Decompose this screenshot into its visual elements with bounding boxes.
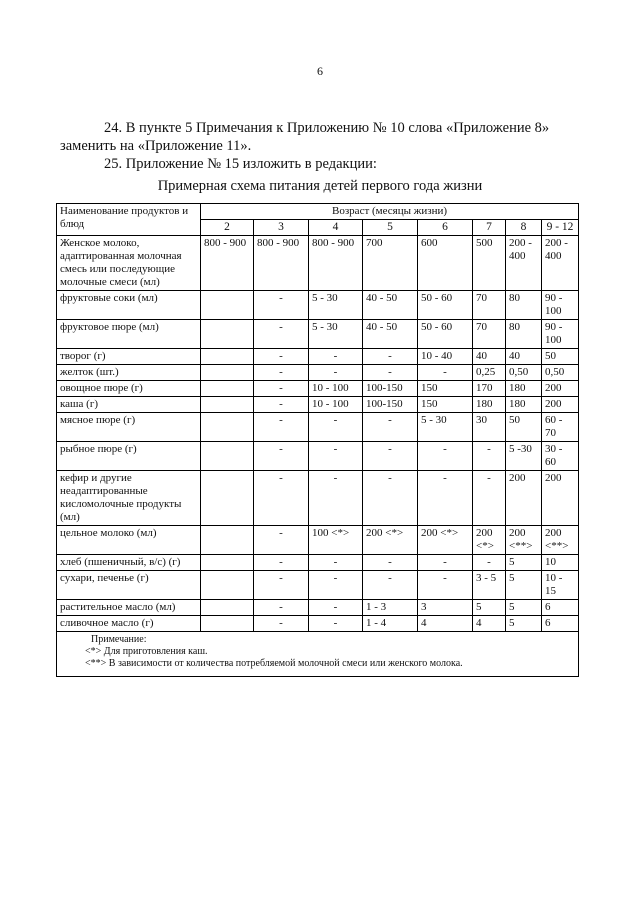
value-cell: 800 - 900	[254, 236, 309, 291]
value-cell: 150	[418, 397, 473, 413]
paragraph-24-line1: 24. В пункте 5 Примечания к Приложению № 10 слова «Приложение 8»	[104, 120, 550, 136]
value-cell: 1 - 4	[363, 616, 418, 632]
value-cell: 5 - 30	[309, 291, 363, 320]
value-cell: 30 - 60	[542, 442, 579, 471]
value-cell: -	[309, 365, 363, 381]
table-row	[57, 397, 579, 413]
feeding-schedule-table	[56, 203, 579, 677]
table-row	[57, 320, 579, 349]
value-cell: 5	[506, 571, 542, 600]
value-cell: 40 - 50	[363, 291, 418, 320]
value-cell: 70	[473, 291, 506, 320]
note-2: <**> В зависимости от количества потребляемой молочной смеси или женского молока.	[85, 658, 463, 669]
value-cell: 80	[506, 291, 542, 320]
value-cell: 800 - 900	[309, 236, 363, 291]
value-cell: -	[309, 471, 363, 526]
value-cell: 1 - 3	[363, 600, 418, 616]
value-cell	[201, 571, 254, 600]
table-row	[57, 555, 579, 571]
age-header-5: 6	[418, 220, 473, 236]
table-row	[57, 526, 579, 555]
value-cell: 180	[506, 381, 542, 397]
value-cell: 200	[542, 471, 579, 526]
value-cell	[201, 471, 254, 526]
value-cell: 200	[506, 471, 542, 526]
value-cell: 40	[506, 349, 542, 365]
table-row	[57, 349, 579, 365]
value-cell: 100-150	[363, 397, 418, 413]
value-cell: 3	[418, 600, 473, 616]
value-cell: -	[473, 471, 506, 526]
value-cell: 60 - 70	[542, 413, 579, 442]
value-cell: -	[254, 442, 309, 471]
page-number: 6	[317, 64, 323, 78]
product-name-cell: желток (шт.)	[57, 365, 201, 381]
value-cell	[201, 616, 254, 632]
value-cell: -	[363, 365, 418, 381]
value-cell	[201, 291, 254, 320]
value-cell: 600	[418, 236, 473, 291]
table-row	[57, 442, 579, 471]
header-age: Возраст (месяцы жизни)	[201, 204, 579, 220]
value-cell: 90 - 100	[542, 320, 579, 349]
value-cell: -	[254, 320, 309, 349]
value-cell: 200 <*>	[363, 526, 418, 555]
table-row	[57, 291, 579, 320]
value-cell: -	[363, 413, 418, 442]
value-cell: -	[309, 349, 363, 365]
value-cell: -	[254, 571, 309, 600]
value-cell: -	[254, 616, 309, 632]
value-cell: -	[254, 291, 309, 320]
value-cell: 100-150	[363, 381, 418, 397]
value-cell	[201, 397, 254, 413]
value-cell: 10 - 40	[418, 349, 473, 365]
value-cell: -	[363, 349, 418, 365]
product-name-cell: кефир и другие неадаптированные кисломолочные продукты (мл)	[57, 471, 201, 526]
value-cell: 5	[473, 600, 506, 616]
product-name-cell: сливочное масло (г)	[57, 616, 201, 632]
value-cell: -	[254, 600, 309, 616]
product-name-cell: каша (г)	[57, 397, 201, 413]
value-cell: -	[363, 555, 418, 571]
age-header-6: 7	[473, 220, 506, 236]
value-cell: -	[254, 471, 309, 526]
value-cell	[201, 320, 254, 349]
table-row	[57, 616, 579, 632]
value-cell: -	[418, 571, 473, 600]
value-cell: 10 - 15	[542, 571, 579, 600]
age-header-1: 2	[201, 220, 254, 236]
value-cell: 5	[506, 600, 542, 616]
value-cell: 5 -30	[506, 442, 542, 471]
value-cell: 5	[506, 555, 542, 571]
value-cell: -	[254, 365, 309, 381]
product-name-cell: мясное пюре (г)	[57, 413, 201, 442]
value-cell: 200 <*>	[473, 526, 506, 555]
table-body	[57, 236, 579, 632]
value-cell	[201, 442, 254, 471]
value-cell: -	[473, 555, 506, 571]
product-name-cell: овощное пюре (г)	[57, 381, 201, 397]
value-cell	[201, 365, 254, 381]
value-cell: 150	[418, 381, 473, 397]
product-name-cell: фруктовые соки (мл)	[57, 291, 201, 320]
age-header-8: 9 - 12	[542, 220, 579, 236]
value-cell: -	[254, 413, 309, 442]
value-cell: 80	[506, 320, 542, 349]
value-cell: -	[309, 616, 363, 632]
table-row	[57, 381, 579, 397]
table-row	[57, 600, 579, 616]
value-cell: 4	[418, 616, 473, 632]
value-cell: -	[309, 442, 363, 471]
value-cell: -	[418, 471, 473, 526]
value-cell: -	[418, 555, 473, 571]
value-cell	[201, 413, 254, 442]
value-cell: 5	[506, 616, 542, 632]
notes-title: Примечание:	[91, 634, 147, 645]
value-cell	[201, 526, 254, 555]
value-cell: 200	[542, 381, 579, 397]
value-cell: -	[254, 555, 309, 571]
table-row	[57, 471, 579, 526]
product-name-cell: Женское молоко, адаптированная молочная смесь или последующие молочные смеси (мл)	[57, 236, 201, 291]
value-cell: 500	[473, 236, 506, 291]
paragraph-24-line2: заменить на «Приложение 11».	[60, 138, 252, 154]
age-header-2: 3	[254, 220, 309, 236]
value-cell: 5 - 30	[309, 320, 363, 349]
value-cell: 200 <**>	[506, 526, 542, 555]
age-header-4: 5	[363, 220, 418, 236]
paragraph-25: 25. Приложение № 15 изложить в редакции:	[104, 156, 377, 172]
value-cell: 100 <*>	[309, 526, 363, 555]
age-header-7: 8	[506, 220, 542, 236]
value-cell: 200 - 400	[542, 236, 579, 291]
value-cell: 0,50	[506, 365, 542, 381]
value-cell: -	[254, 526, 309, 555]
value-cell: -	[363, 471, 418, 526]
product-name-cell: растительное масло (мл)	[57, 600, 201, 616]
value-cell: 10 - 100	[309, 381, 363, 397]
value-cell: 0,50	[542, 365, 579, 381]
value-cell: 200 <**>	[542, 526, 579, 555]
value-cell	[201, 600, 254, 616]
value-cell	[201, 349, 254, 365]
value-cell: -	[309, 600, 363, 616]
value-cell: 180	[473, 397, 506, 413]
product-name-cell: цельное молоко (мл)	[57, 526, 201, 555]
value-cell	[201, 381, 254, 397]
value-cell: 10 - 100	[309, 397, 363, 413]
value-cell: 50	[542, 349, 579, 365]
value-cell: 200	[542, 397, 579, 413]
value-cell: -	[363, 442, 418, 471]
age-header-3: 4	[309, 220, 363, 236]
value-cell: 200 - 400	[506, 236, 542, 291]
value-cell: 6	[542, 600, 579, 616]
value-cell: 50	[506, 413, 542, 442]
product-name-cell: хлеб (пшеничный, в/с) (г)	[57, 555, 201, 571]
value-cell	[201, 555, 254, 571]
note-1: <*> Для приготовления каш.	[85, 646, 208, 657]
notes-row	[57, 632, 579, 677]
value-cell: -	[254, 381, 309, 397]
value-cell: 5 - 30	[418, 413, 473, 442]
value-cell: 40 - 50	[363, 320, 418, 349]
table-row	[57, 413, 579, 442]
table-title: Примерная схема питания детей первого года жизни	[157, 178, 483, 194]
product-name-cell: фруктовое пюре (мл)	[57, 320, 201, 349]
table-row	[57, 365, 579, 381]
value-cell: 180	[506, 397, 542, 413]
value-cell: -	[473, 442, 506, 471]
value-cell: 40	[473, 349, 506, 365]
value-cell: 800 - 900	[201, 236, 254, 291]
value-cell: -	[309, 555, 363, 571]
value-cell: 0,25	[473, 365, 506, 381]
value-cell: 6	[542, 616, 579, 632]
value-cell: -	[418, 442, 473, 471]
value-cell: 70	[473, 320, 506, 349]
value-cell: 50 - 60	[418, 291, 473, 320]
value-cell: -	[309, 571, 363, 600]
product-name-cell: сухари, печенье (г)	[57, 571, 201, 600]
value-cell: 4	[473, 616, 506, 632]
value-cell: 3 - 5	[473, 571, 506, 600]
table-row	[57, 571, 579, 600]
product-name-cell: творог (г)	[57, 349, 201, 365]
value-cell: 170	[473, 381, 506, 397]
value-cell: 30	[473, 413, 506, 442]
value-cell: -	[254, 349, 309, 365]
value-cell: -	[309, 413, 363, 442]
value-cell: -	[363, 571, 418, 600]
value-cell: -	[254, 397, 309, 413]
table-row	[57, 236, 579, 291]
value-cell: 700	[363, 236, 418, 291]
header-product-name: Наименование продуктов и блюд	[57, 204, 201, 236]
value-cell: -	[418, 365, 473, 381]
value-cell: 50 - 60	[418, 320, 473, 349]
value-cell: 90 - 100	[542, 291, 579, 320]
value-cell: 10	[542, 555, 579, 571]
product-name-cell: рыбное пюре (г)	[57, 442, 201, 471]
notes-cell	[57, 632, 579, 677]
value-cell: 200 <*>	[418, 526, 473, 555]
